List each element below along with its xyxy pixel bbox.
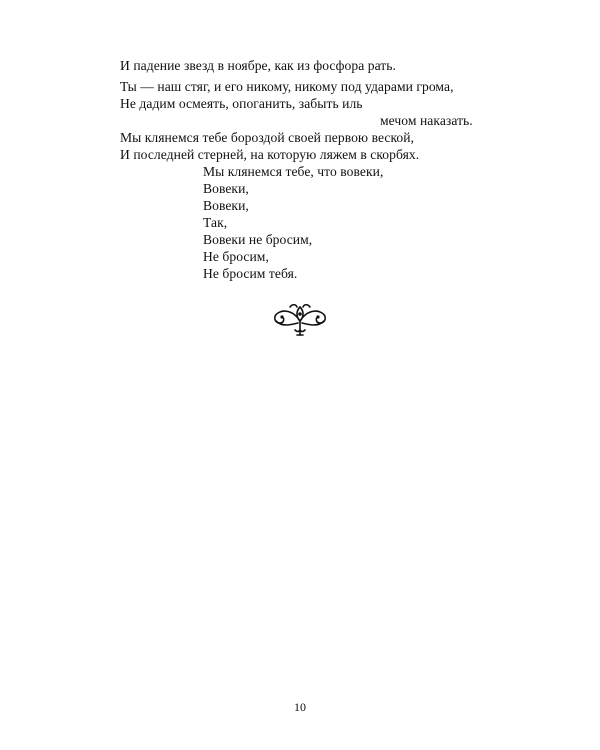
- poem-line: И падение звезд в ноябре, как из фосфора рать.: [120, 58, 396, 73]
- poem-line-stanza-indent: Вовеки,: [203, 181, 249, 196]
- poem-line: Не дадим осмеять, опоганить, забыть иль: [120, 96, 363, 111]
- page-number: 10: [294, 700, 306, 714]
- floral-flourish-icon: [268, 297, 332, 341]
- poem-line-stanza-indent: Вовеки,: [203, 198, 249, 213]
- poem-line-stanza-indent: Не бросим,: [203, 249, 269, 264]
- poem-line: Мы клянемся тебе бороздой своей первою веской,: [120, 130, 415, 145]
- poem-line-stanza-indent: Не бросим тебя.: [203, 266, 298, 281]
- poem-line: И последней стерней, на которую ляжем в скорбях.: [120, 147, 420, 162]
- poem-line-stanza-indent: Мы клянемся тебе, что вовеки,: [203, 164, 384, 179]
- poem-line-indented: мечом наказать.: [380, 113, 473, 128]
- poem-line-stanza-indent: Так,: [203, 215, 228, 230]
- poem-line-stanza-indent: Вовеки не бросим,: [203, 232, 313, 247]
- poem-line: Ты — наш стяг, и его никому, никому под ударами грома,: [120, 79, 454, 94]
